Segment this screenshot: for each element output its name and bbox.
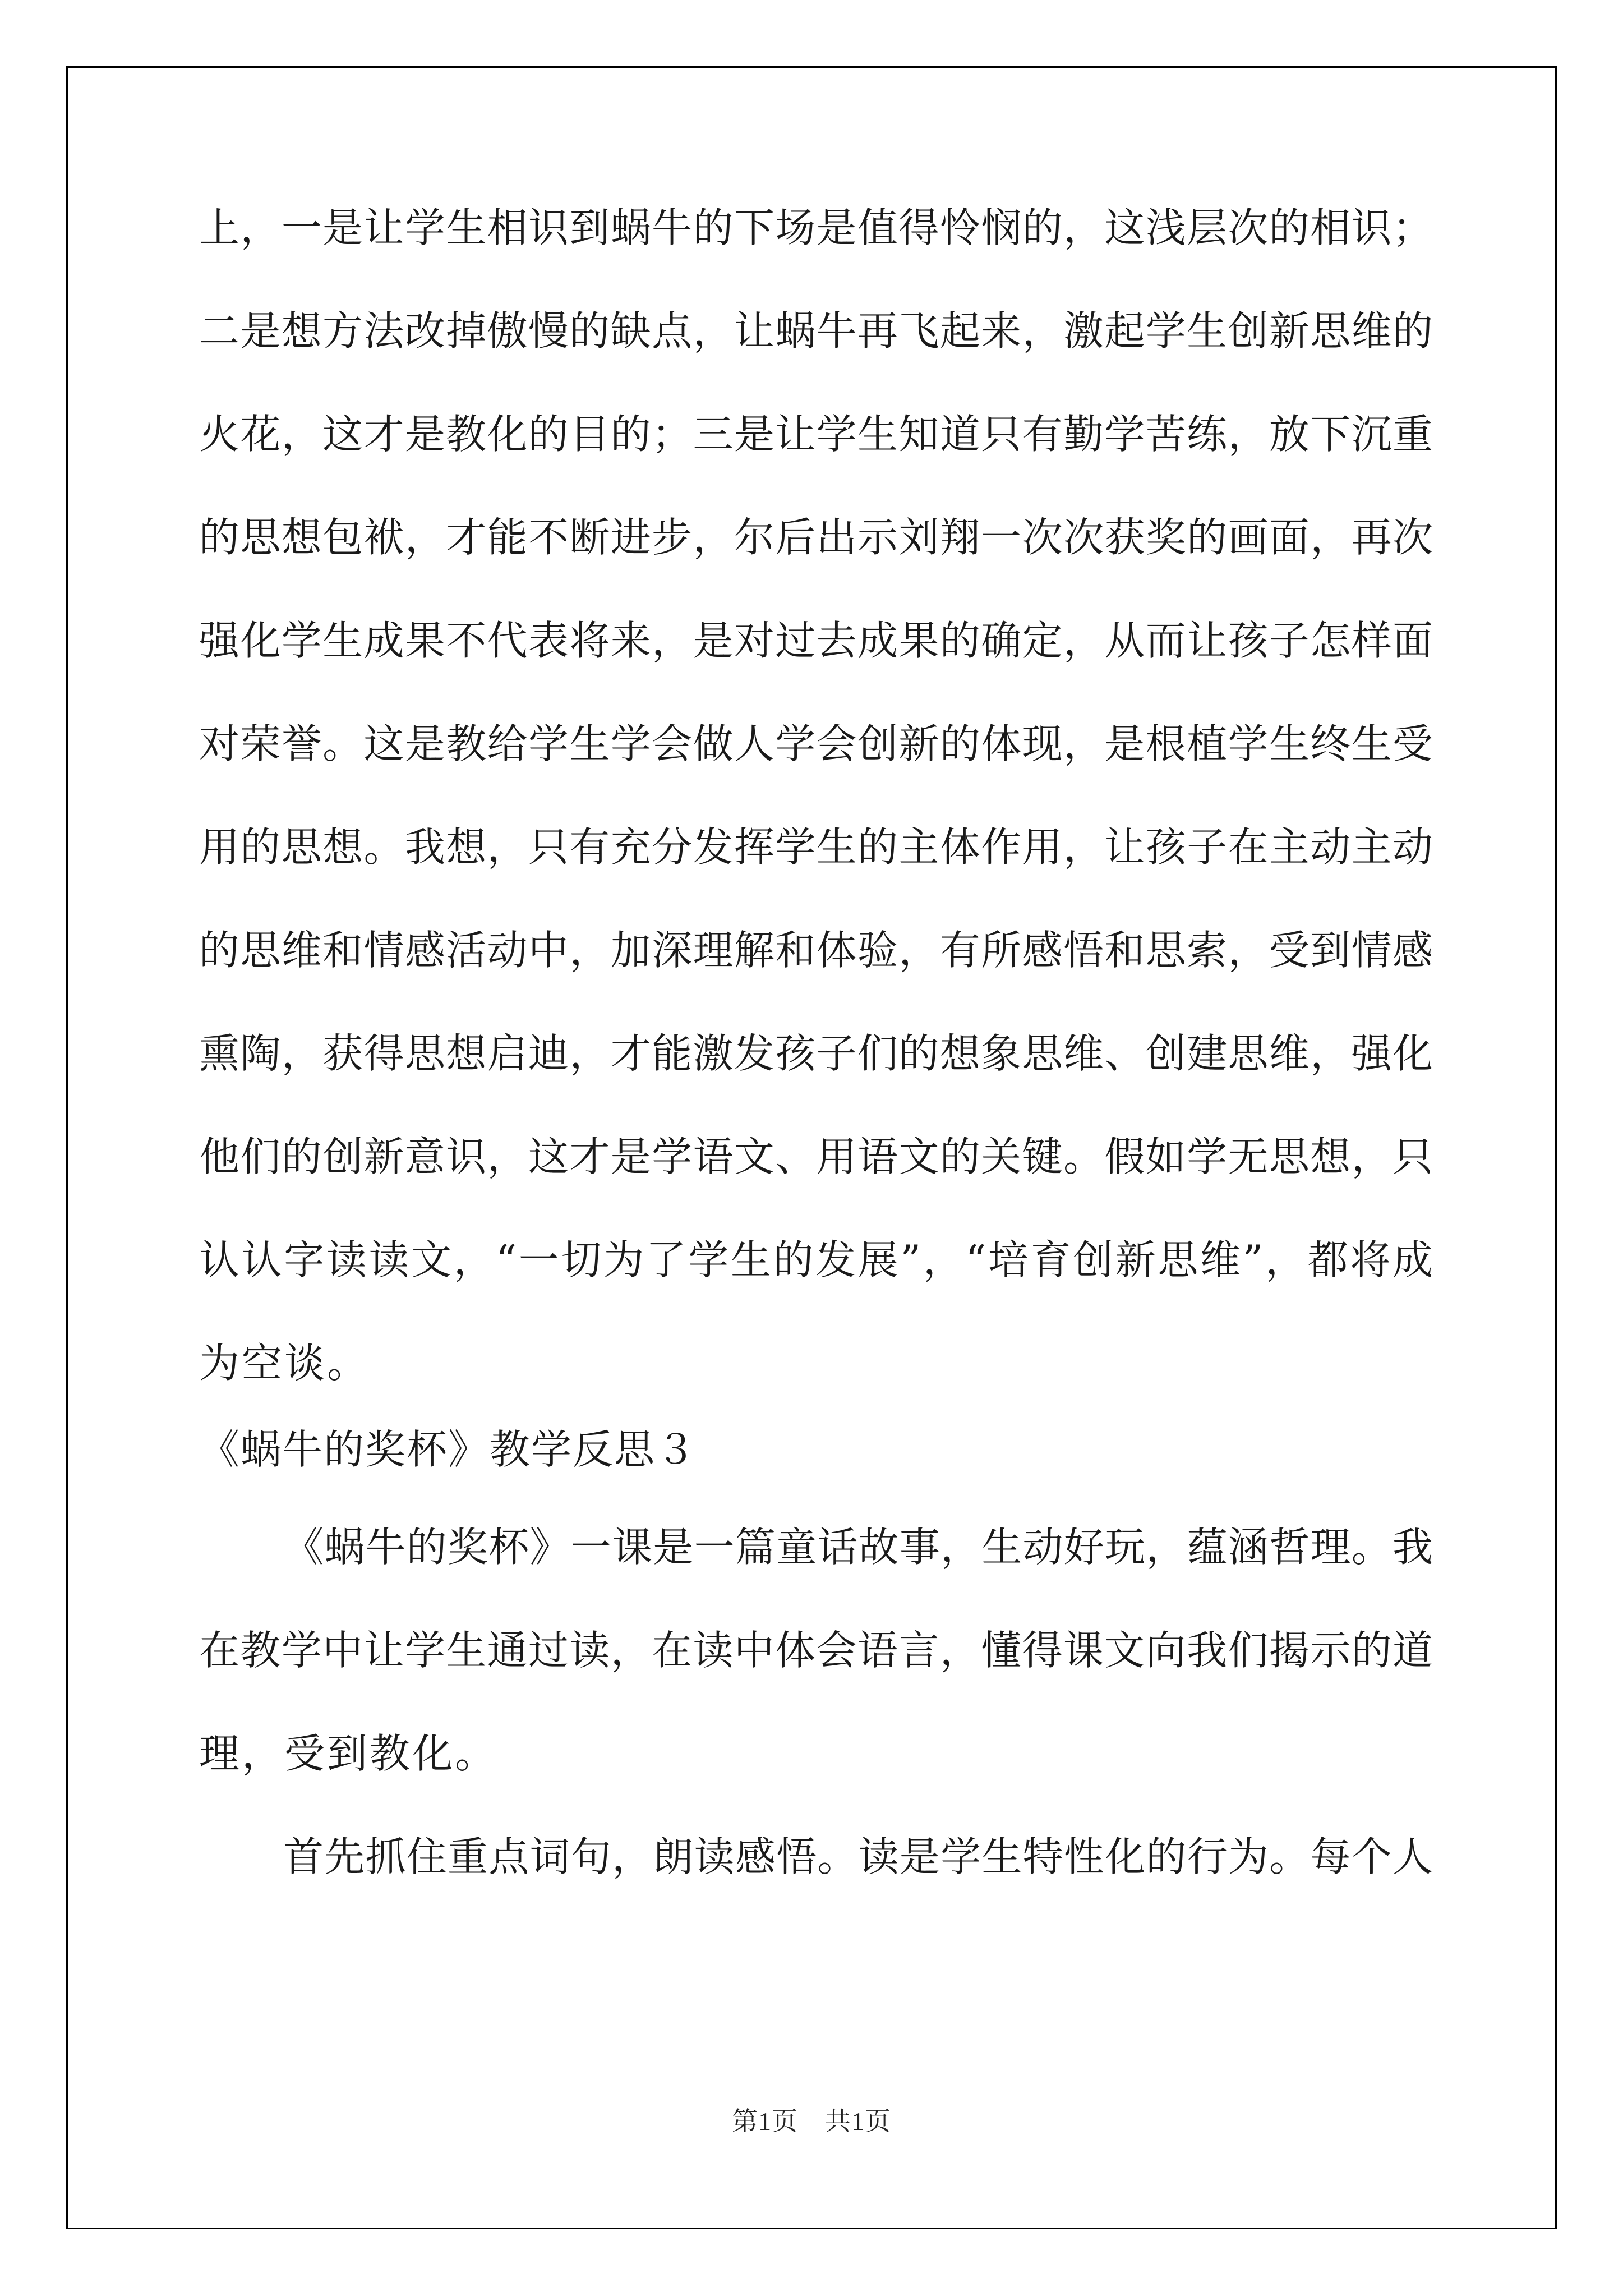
text-line: 对荣誉。这是教给学生学会做人学会创新的体现，是根植学生终生受 (199, 720, 1433, 767)
text-line: 的思想包袱，才能不断进步，尔后出示刘翔一次次获奖的画面，再次 (199, 514, 1433, 561)
page-number: 第1页 (732, 2107, 798, 2136)
text-line: 的思维和情感活动中，加深理解和体验，有所感悟和思索，受到情感 (199, 927, 1433, 974)
text-line: 为空谈。 (199, 1340, 370, 1387)
paragraph-line: 首先抓住重点词句，朗读感悟。读是学生特性化的行为。每个人 (283, 1833, 1433, 1880)
document-body (199, 204, 1433, 1940)
paragraph-line: 《蜗牛的奖杯》一课是一篇童话故事，生动好玩，蕴涵哲理。我 (283, 1524, 1433, 1571)
text-line: 火花，这才是教化的目的；三是让学生知道只有勤学苦练，放下沉重 (199, 411, 1433, 458)
text-line: 二是想方法改掉傲慢的缺点，让蜗牛再飞起来，激起学生创新思维的 (199, 307, 1433, 355)
section-heading: 《蜗牛的奖杯》教学反思３ (199, 1426, 698, 1473)
text-line: 熏陶，获得思想启迪，才能激发孩子们的想象思维、创建思维，强化 (199, 1030, 1433, 1077)
paragraph-line: 在教学中让学生通过读，在读中体会语言，懂得课文向我们揭示的道 (199, 1627, 1433, 1674)
page-total: 共1页 (825, 2107, 891, 2136)
paragraph-line: 理，受到教化。 (199, 1730, 498, 1777)
text-line: 强化学生成果不代表将来，是对过去成果的确定，从而让孩子怎样面 (199, 617, 1433, 664)
text-line: 用的思想。我想，只有充分发挥学生的主体作用，让孩子在主动主动 (199, 823, 1433, 871)
page-footer (0, 2101, 1623, 2138)
text-line: 上，一是让学生相识到蜗牛的下场是值得怜悯的，这浅层次的相识； (199, 204, 1433, 251)
text-line: 认认字读读文，“一切为了学生的发展”，“培育创新思维”，都将成 (199, 1236, 1433, 1283)
text-line: 他们的创新意识，这才是学语文、用语文的关键。假如学无思想，只 (199, 1133, 1433, 1180)
